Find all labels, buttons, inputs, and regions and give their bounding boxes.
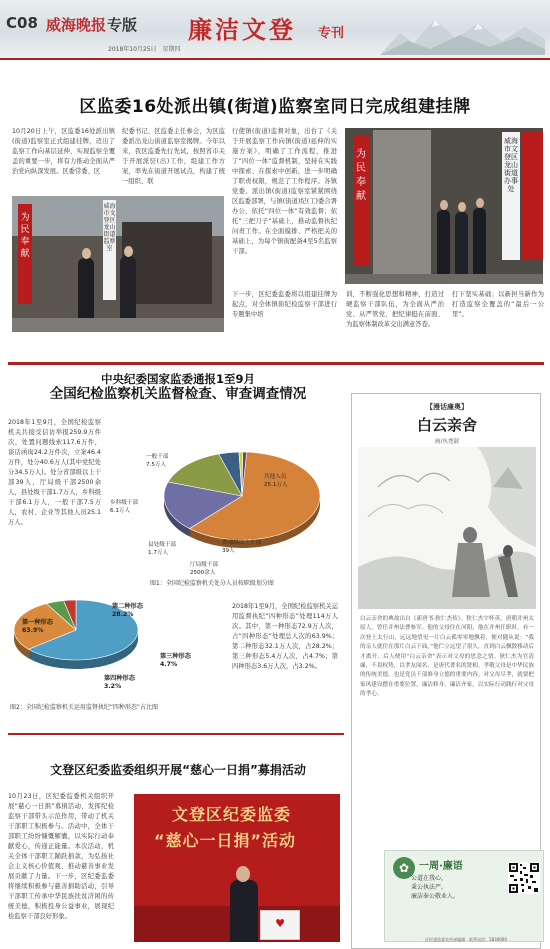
headline-1: 区监委16处派出镇(街道)监察室同日完成组建挂牌 xyxy=(79,97,471,117)
page-number: C08 xyxy=(6,14,38,32)
article1-col4: 训，不断强化思想和精神，打造过硬监察干部队伍，为全面从严治党、从严管党、把纪律挺在前面、为监察体制改革交出满意答卷。 xyxy=(346,291,444,328)
quote-line-2: 秉公执法严。 xyxy=(411,884,448,891)
article3-col1: 10月23日，区纪委监委机关组织开展“慈心一日捐”募捐活动，发挥纪检监察干部带头示范作用，带动了机关干部职工积极参与。活动中，全体干部职工纷纷慷慨解囊，以实际行动奉献爱心，传递正能量。本次活动，机关全体干部职工踊跃捐款，为弘扬社会主义核心价值观、推动慈善事业发展贡献了力量。下一步，区纪委监委将继续积极参与慈善捐助活动，引导干部职工传承中华民族扶贫济困的传统美德，积极投身公益事业，展现纪检监察干部良好形象。 xyxy=(8,793,114,920)
article1-col3b: 下一步，区纪委监委将以组建挂牌为起点，对全体镇街纪检监察干部进行专题集中培 xyxy=(232,291,337,318)
pie-label-4: 2500余人 xyxy=(190,570,216,576)
quote-line-3: 廉洁奉公敬业人。 xyxy=(411,893,460,900)
section-title: 廉洁文登 xyxy=(188,15,296,44)
pie-label-2: 第三种形态 xyxy=(160,653,191,660)
heart-icon: ♥ xyxy=(275,917,285,930)
pie-label-3: 3.2% xyxy=(104,683,122,690)
sidebar-story: 白云亲舍的典故出自《新唐书·狄仁杰传》。狄仁杰字怀英，唐朝并州太原人，曾任并州法曹参军。他的父母住在河阳，他在并州任职时，有一次登上太行山，远远地望见一片白云孤零零地飘着，便对随从说：“我的亲人就住在那片白云下面。”他伫立远望了很久，直到白云飘散移动后才离开。后人便用“白云亲舍”表示对父母的思念之情。狄仁杰为官清廉，不畏权势，以孝友闻名，是唐代著名的贤相。孝敬父母是中华民族的传统美德，也是党员干部修身立德的重要内容。对父母尽孝，就要把家风建设摆在重要位置，廉洁修身、廉洁齐家，以实际行动践行对父母的孝心。 xyxy=(360,616,534,698)
pie-label-1: 一般干部 xyxy=(146,454,169,460)
pie-label-1: 7.5万人 xyxy=(146,462,167,468)
pie-label-0: 25.1万人 xyxy=(264,482,288,488)
pie-label-3: 第四种形态 xyxy=(104,675,135,682)
pie-label-2: 4.7% xyxy=(160,661,178,668)
sign-red-right: 为民奉献 xyxy=(353,136,369,266)
issue-date: 2018年10月25日 星期四 xyxy=(108,46,181,53)
pie-label-3: 1.7万人 xyxy=(148,550,169,556)
sign-white-2: 威海市文登区龙山街道办事处 xyxy=(502,132,520,260)
weekly-quote-box xyxy=(384,850,544,942)
pie-label-5: 39人 xyxy=(222,548,235,554)
quote-footer: 区纪委监委宣传部编辑 联系电话：5830000 xyxy=(425,937,507,942)
quote-title: 一周·廉语 xyxy=(419,861,463,872)
chart2-caption: 图2：全国纪检监察机关运用监督执纪“四种形态”占比图 xyxy=(10,704,159,711)
article2-col2: 2018年1至9月，全国纪检监察机关运用监督执纪“四种形态”处理114万人次。其中，第一种形态72.9万人次，占“四种形态”处理总人次的63.9%；第二种形态32.1万人次，占28.2%；第三种形态5.4万人次，占4.7%；第四种形态3.6万人次，占3.2%。 xyxy=(232,603,338,670)
article1-col1: 10月20日上午，区监委16处派出镇(街道)监察室正式组建挂牌，迈出了监察工作向基层延伸、实现监察全覆盖的重要一步，将有力推动全面从严治党向纵深发展。区委常委、区 xyxy=(12,128,115,175)
photo-donation xyxy=(134,794,340,942)
masthead xyxy=(0,0,550,60)
lotus-icon: ✿ xyxy=(393,857,415,879)
paper-logo: 威海晚报 xyxy=(46,16,107,34)
headline-3: 文登区纪委监委组织开展“慈心一日捐”募捐活动 xyxy=(50,763,306,777)
article2-col1: 2018年1至9月，全国纪检监察机关共接受信访举报259.9万件次，处置问题线索117.6万件，谈话函询24.2万件次，立案46.4万件，处分40.6万人(其中党纪处分34.5万人)。处分省部级以上干部39人，厅局级干部2500余人，县处级干部1.7万人，乡科级干部6.1万人，一般干部7.5万人，农村、企业等其他人员25.1万人。 xyxy=(8,419,101,526)
ink-painting-illustration xyxy=(358,447,536,609)
chart-pie-forms xyxy=(8,588,230,700)
article1-col3: 行使镇(街道)监督对象，出台了《关于开展监察工作向镇(街道)延伸的实施方案》，明确了工作流程，推进了“四位一体”监督机制，坚持在实践中探索、在探索中创新，进一步明确了职责权限，规范了工作程序。各镇党委、派出镇(街道)监察室紧紧围绕区监委部署，与镇(街道)纪(工)委合署办公，依托“四位一体”有效监督；依托“三把刀子”基础上，推动监督执纪问责工作。在全面摸排、严格把关的基础上，为每个镇街配备4至5名监察干部。 xyxy=(232,128,337,255)
pie-label-3: 县处级干部 xyxy=(148,542,176,548)
sidebar-author: 画/丛尧淑 xyxy=(435,439,459,445)
mountain-illustration xyxy=(380,5,545,55)
sidebar-tag: 【漫话廉奥】 xyxy=(426,403,468,411)
pie-label-0: 第一种形态 xyxy=(22,619,53,626)
section-subtitle: 专刊 xyxy=(318,26,345,41)
photo-unveiling-1 xyxy=(12,196,224,332)
pie-label-0: 63.9% xyxy=(22,627,44,634)
quote-line-1: 公道在我心， xyxy=(411,875,448,882)
chart1-caption: 图1：全国纪检监察机关处分人员按职级划分图 xyxy=(150,580,274,587)
pie-label-2: 6.1万人 xyxy=(110,508,131,514)
qr-code-icon[interactable] xyxy=(508,862,540,894)
chart-pie-levels xyxy=(104,420,344,576)
headline-2-kicker: 中央纪委国家监委通报1至9月 xyxy=(100,372,255,386)
article1-col2: 纪委书记、区监委主任参会，为区监委派出龙山街道监察室揭牌。今年以来，我区监委先行先试，按照省市关于开展派驻(出)工作，组建工作方案，率先在街道开展试点，构建了统一组织、联 xyxy=(122,128,225,185)
sidebar-title: 白云亲舍 xyxy=(416,416,477,434)
pie-label-0: 共他人员 xyxy=(264,474,287,480)
pie-label-4: 厅局级干部 xyxy=(190,562,218,568)
headline-2: 全国纪检监察机关监督检查、审查调查情况 xyxy=(49,386,307,402)
sign-red-left: 为民奉献 xyxy=(18,204,32,304)
sign-white: 威海市文登区龙山街道监察室 xyxy=(103,200,116,300)
pie-label-2: 乡科级干部 xyxy=(110,500,138,506)
pie-label-1: 第二种形态 xyxy=(112,603,143,610)
banner-line-1: 文登区纪委监委 xyxy=(172,805,292,824)
pie-label-1: 28.2% xyxy=(112,611,134,618)
article1-col5: 打下坚实基础；以新担当新作为打造监察全覆盖的“最后一公里”。 xyxy=(452,291,544,318)
section-divider xyxy=(8,362,544,365)
section-divider-2 xyxy=(8,733,344,735)
banner-line-2: “慈心一日捐”活动 xyxy=(154,831,297,850)
section-label: 专版 xyxy=(107,16,138,34)
pie-label-5: 省部级以上干部 xyxy=(222,540,262,546)
photo-unveiling-2 xyxy=(345,128,543,284)
